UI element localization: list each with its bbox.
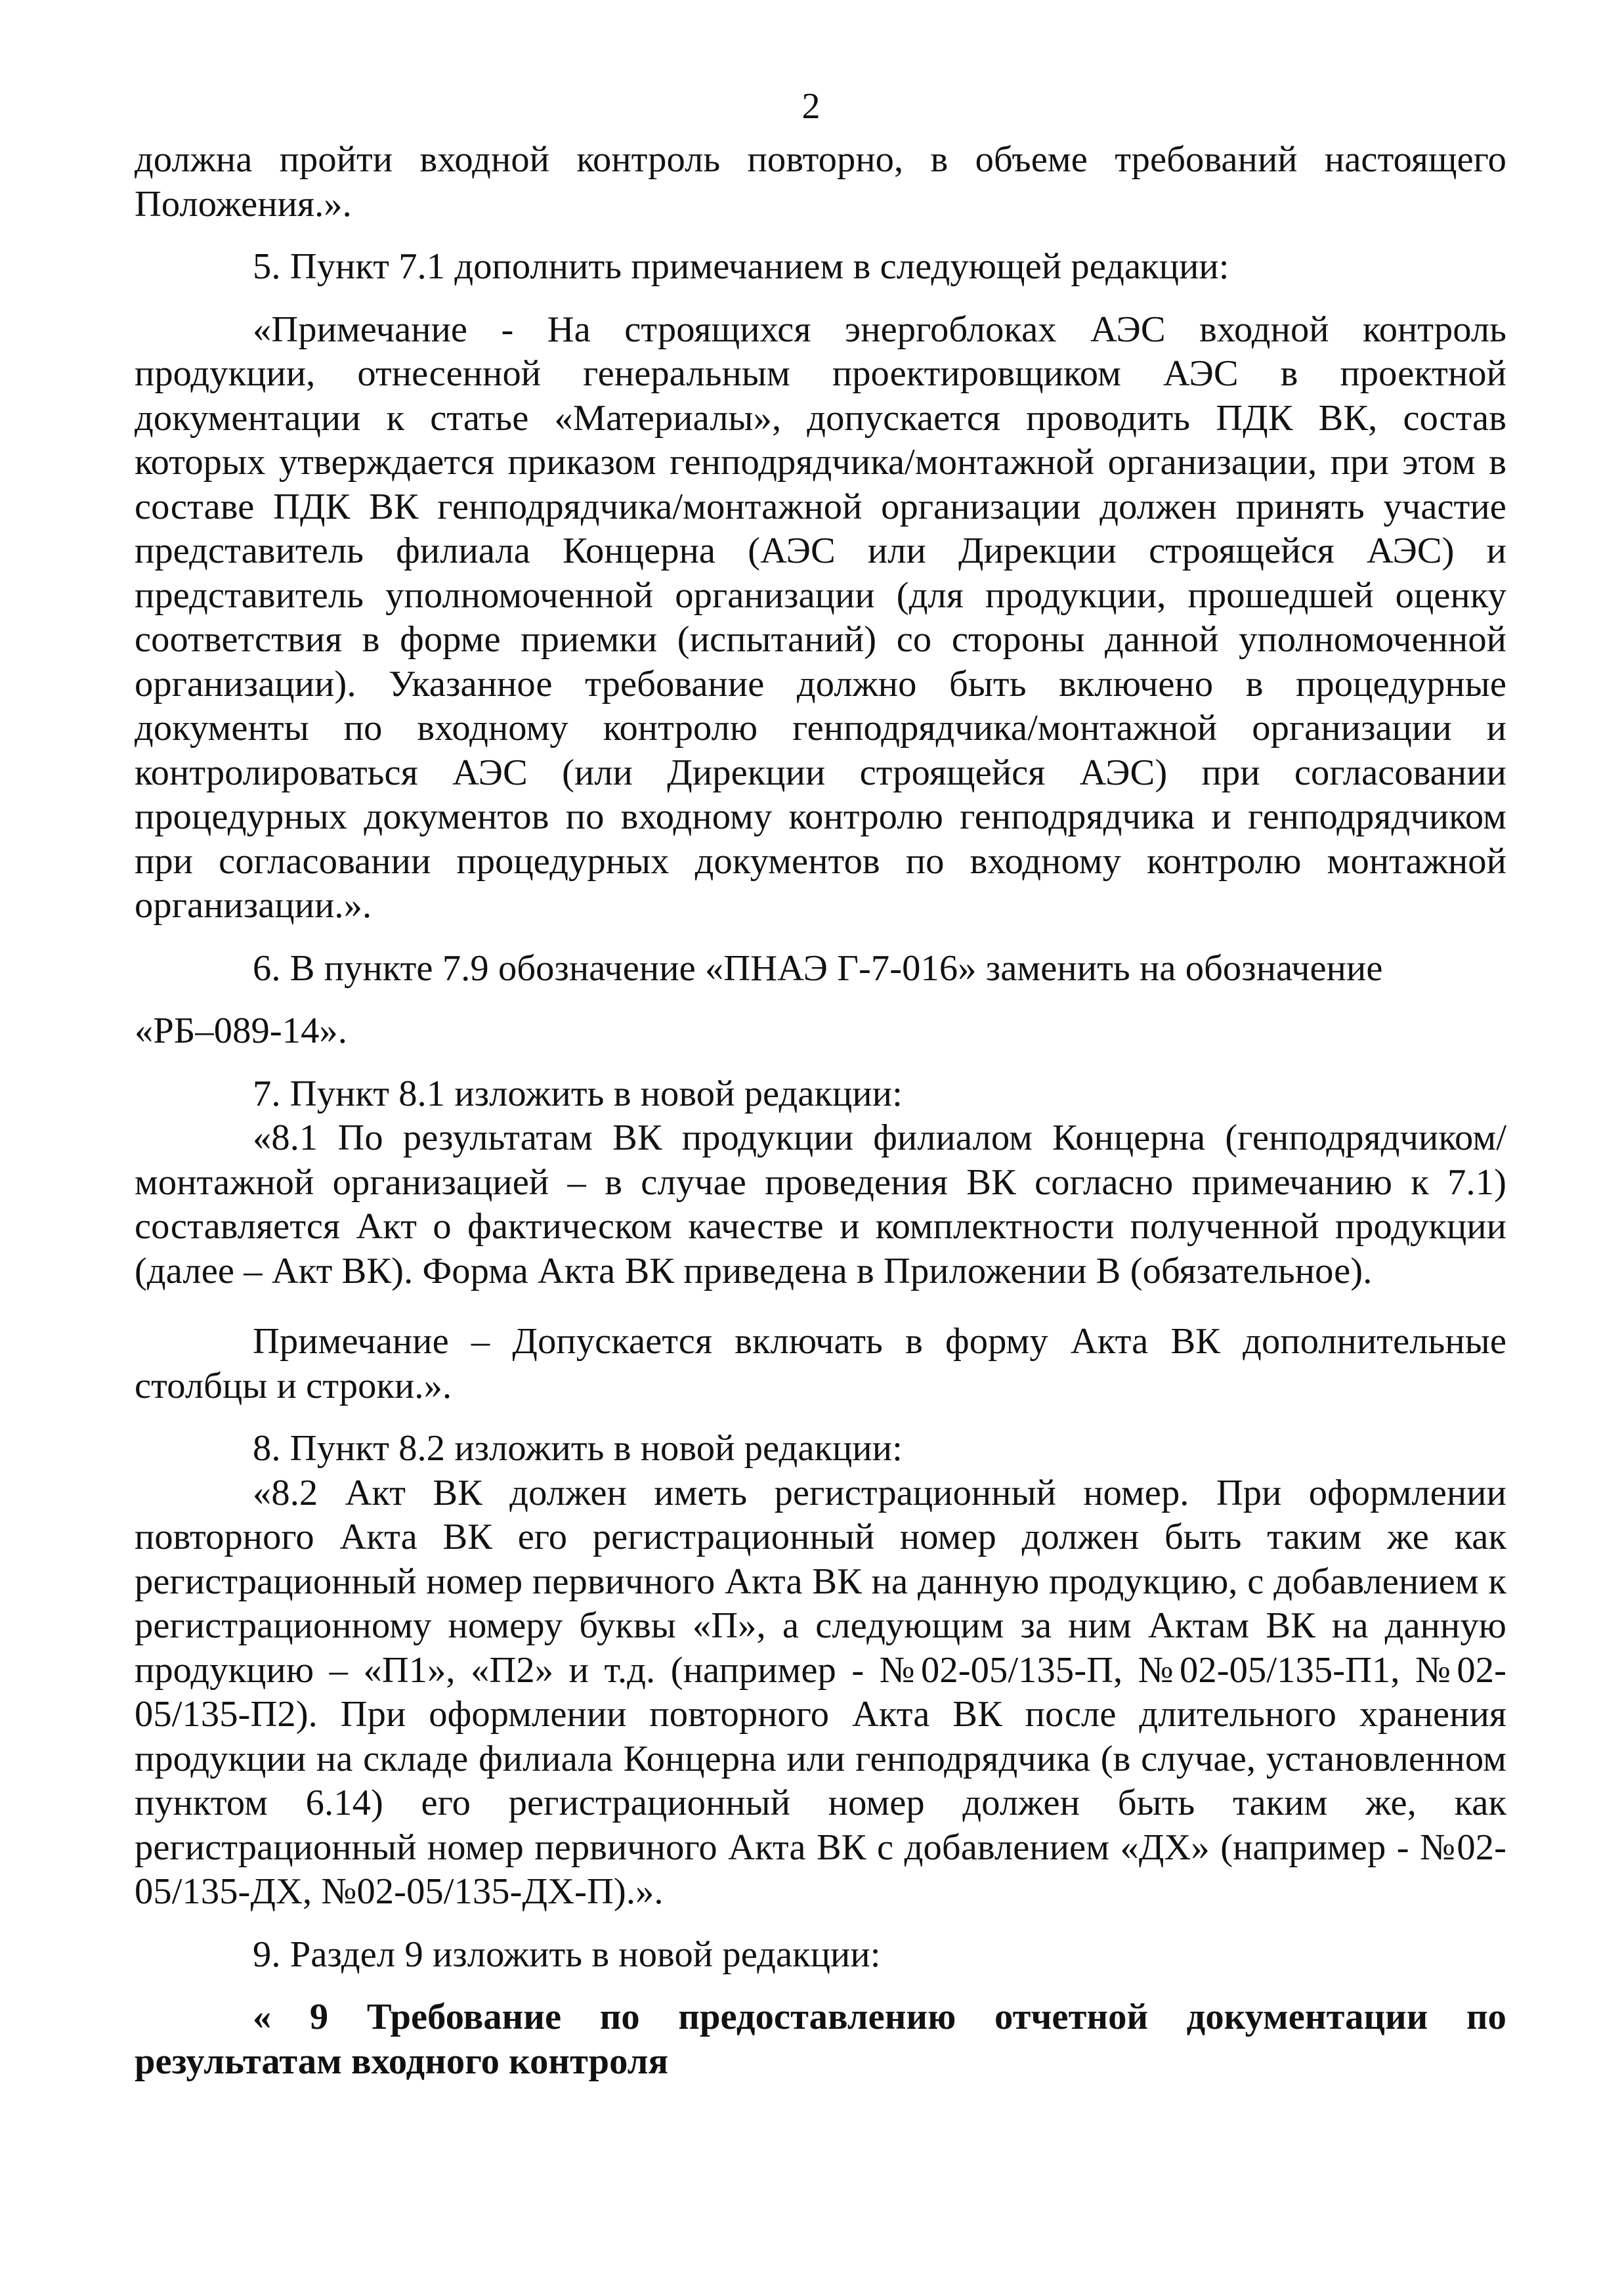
paragraph-note-7-1: «Примечание - На строящихся энергоблоках АЭС входной контроль продукции, отнесенной генеральным проектировщиком АЭС в проектной документации к статье «Материалы», допускается проводить ПДК ВК, состав которых утверждается приказом генподрядчика/монтажной организации, при этом в составе ПДК ВК генподрядчика/монтажной организации должен принять участие представитель филиала Концерна (АЭС или Дирекции строящейся АЭС) и представитель уполномоченной организации (для продукции, прошедшей оценку соответствия в форме приемки (испытаний) со стороны данной уполномоченной организации). Указанное требование должно быть включено в процедурные документы по входному контролю генподрядчика/монтажной организации и контролироваться АЭС (или Дирекции строящейся АЭС) при согласовании процедурных документов по входному контролю генподрядчика и генподрядчиком при согласовании процедурных документов по входному контролю монтажной организации.». — [135, 309, 1506, 926]
paragraph-continuation: должна пройти входной контроль повторно, в объеме требований настоящего Положения.». — [135, 139, 1506, 225]
paragraph-note-8-1: Примечание – Допускается включать в форму Акта ВК дополнительные столбцы и строки.». — [135, 1321, 1506, 1406]
page-number: 2 — [801, 86, 821, 127]
paragraph-item-8: 8. Пункт 8.2 изложить в новой редакции: — [253, 1428, 903, 1469]
document-body — [135, 138, 1506, 2084]
section-9-heading: « 9 Требование по предоставлению отчетной документации по результатам входного контроля — [135, 1997, 1506, 2082]
paragraph-item-7: 7. Пункт 8.1 изложить в новой редакции: — [253, 1073, 903, 1114]
paragraph-item-6: 6. В пункте 7.9 обозначение «ПНАЭ Г-7-016» заменить на обозначение — [253, 947, 1383, 989]
paragraph-item-5: 5. Пункт 7.1 дополнить примечанием в следующей редакции: — [253, 246, 1229, 287]
paragraph-clause-8-1: «8.1 По результатам ВК продукции филиалом Концерна (генподрядчиком/ монтажной организацией – в случае проведения ВК согласно примечанию к 7.1) составляется Акт о фактическом качестве и комплектности полученной продукции (далее – Акт ВК). Форма Акта ВК приведена в Приложении В (обязательное). — [135, 1117, 1506, 1291]
paragraph-clause-8-2: «8.2 Акт ВК должен иметь регистрационный номер. При оформлении повторного Акта ВК его регистрационный номер должен быть таким же как регистрационный номер первичного Акта ВК на данную продукцию, с добавлением к регистрационному номеру буквы «П», а следующим за ним Актам ВК на данную продукцию – «П1», «П2» и т.д. (например - №02-05/135-П, №02-05/135-П1, №02-05/135-П2). При оформлении повторного Акта ВК после длительного хранения продукции на складе филиала Концерна или генподрядчика (в случае, установленном пунктом 6.14) его регистрационный номер должен быть таким же, как регистрационный номер первичного Акта ВК с добавлением «ДХ» (например - №02-05/135-ДХ, №02-05/135-ДХ-П).». — [135, 1472, 1506, 1912]
paragraph-item-9: 9. Раздел 9 изложить в новой редакции: — [253, 1934, 881, 1975]
paragraph-item-6-designation: «РБ–089-14». — [135, 1010, 348, 1051]
